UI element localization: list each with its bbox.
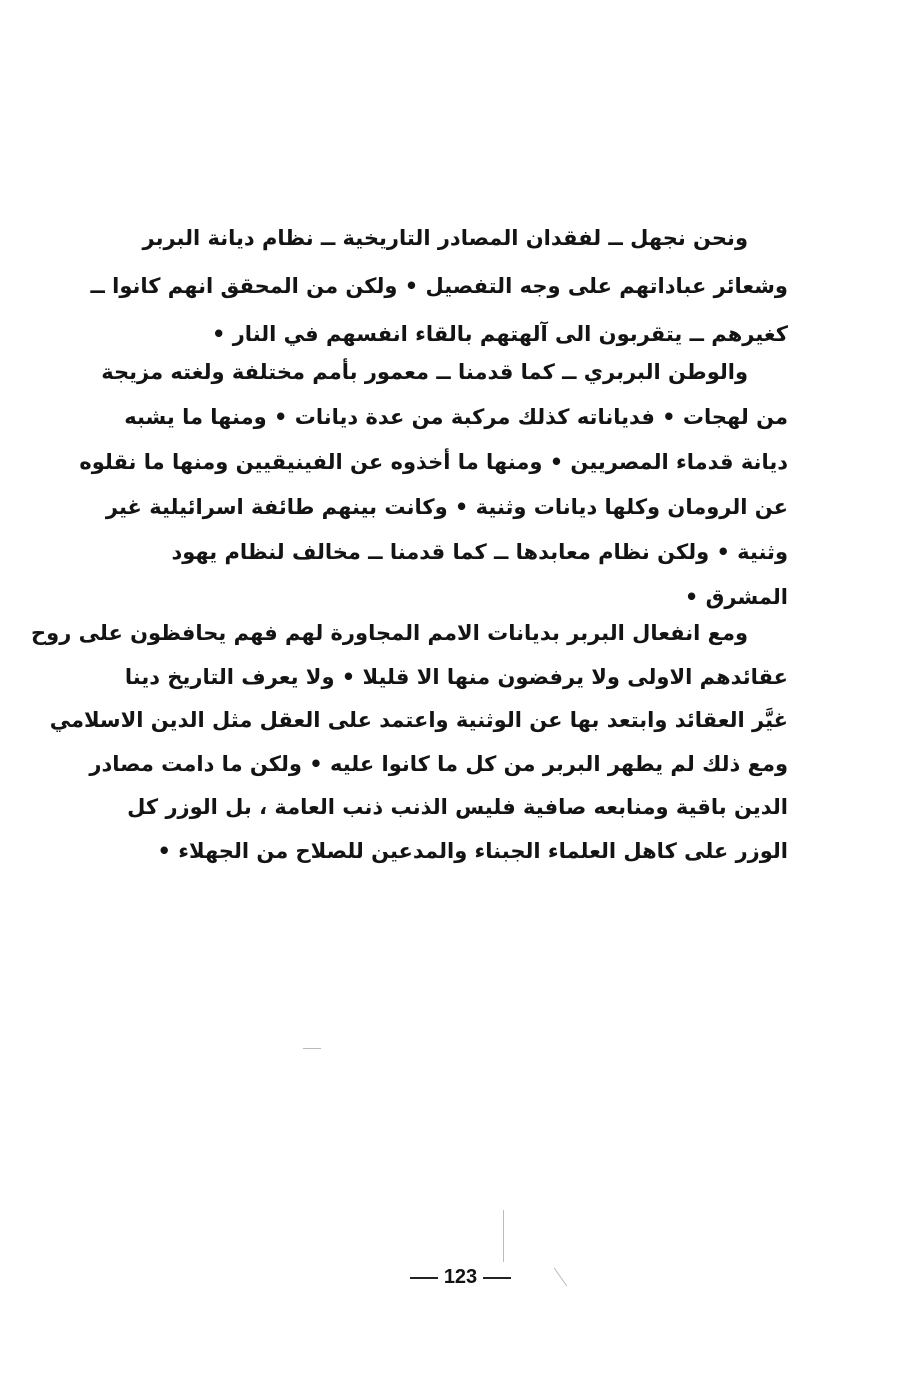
scan-speck (303, 1048, 321, 1049)
text-line: والوطن البربري ــ كما قدمنا ــ معمور بأمم مختلفة ولغته مزيجة (101, 360, 748, 384)
text-line: عقائدهم الاولى ولا يرفضون منها الا قليلا • ولا يعرف التاريخ دينا (124, 664, 788, 689)
paragraph-1 (90, 214, 788, 358)
page-number-dash-left (410, 1277, 438, 1279)
text-line: ديانة قدماء المصريين • ومنها ما أخذوه عن الفينيقيين ومنها ما نقلوه (79, 450, 788, 474)
text-line: المشرق • (684, 585, 788, 609)
text-line: ونحن نجهل ــ لفقدان المصادر التاريخية ــ نظام ديانة البربر (142, 226, 748, 250)
scan-speck (503, 1210, 504, 1262)
text-line: غيَّر العقائد وابتعد بها عن الوثنية واعتمد على العقل مثل الدين الاسلامي (49, 708, 788, 732)
page-number-value: 123 (443, 1266, 478, 1288)
text-line: وشعائر عباداتهم على وجه التفصيل • ولكن من المحقق انهم كانوا ــ (90, 274, 788, 298)
paragraph-3 (31, 612, 788, 873)
paragraph-2 (79, 350, 788, 620)
text-line: من لهجات • فدياناته كذلك مركبة من عدة ديانات • ومنها ما يشبه (124, 405, 788, 429)
text-line: ومع انفعال البربر بديانات الامم المجاورة لهم فهم يحافظون على روح (31, 621, 748, 645)
text-line: الدين باقية ومنابعه صافية فليس الذنب ذنب العامة ، بل الوزر كل (127, 795, 788, 819)
text-line: وثنية • ولكن نظام معابدها ــ كما قدمنا ــ مخالف لنظام يهود (171, 540, 788, 564)
text-line: ومع ذلك لم يطهر البربر من كل ما كانوا عليه • ولكن ما دامت مصادر (89, 751, 788, 776)
text-line: عن الرومان وكلها ديانات وثنية • وكانت بينهم طائفة اسرائيلية غير (105, 495, 788, 519)
page-number-dash-right (483, 1277, 511, 1279)
text-line: كغيرهم ــ يتقربون الى آلهتهم بالقاء انفسهم في النار • (211, 322, 788, 346)
page-number (0, 1266, 921, 1289)
text-line: الوزر على كاهل العلماء الجبناء والمدعين للصلاح من الجهلاء • (157, 838, 788, 863)
